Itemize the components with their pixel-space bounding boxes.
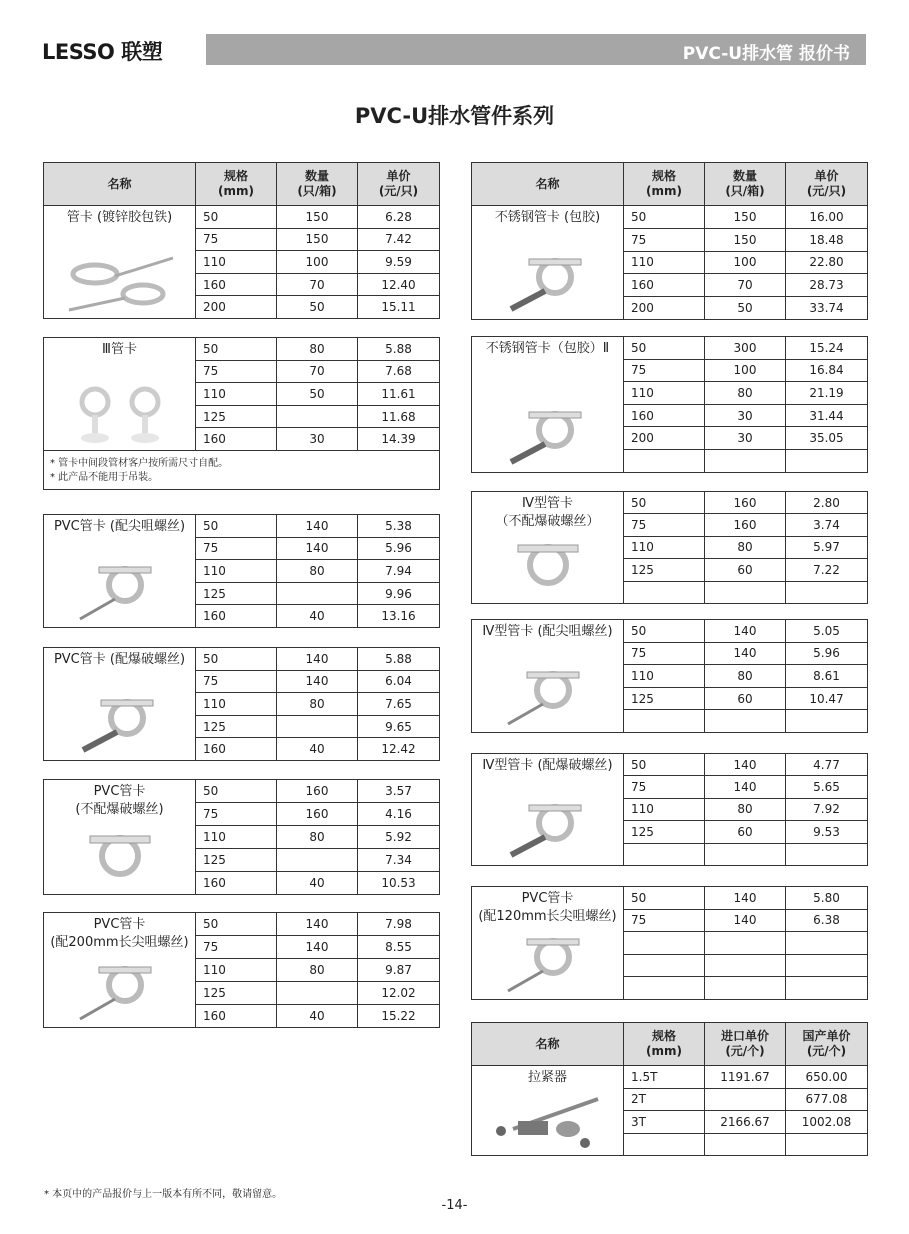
- price-cell: [786, 449, 868, 472]
- price-cell: 3.57: [358, 780, 440, 803]
- price-cell: 7.34: [358, 849, 440, 872]
- spec-cell: [624, 977, 705, 1000]
- qty-cell: 140: [277, 936, 358, 959]
- column-header-name: 名称: [472, 163, 624, 206]
- product-name-cell: [44, 648, 196, 761]
- spec-cell: 160: [196, 738, 277, 761]
- qty-cell: 40: [277, 872, 358, 895]
- price-cell: 5.92: [358, 826, 440, 849]
- price-cell: 21.19: [786, 382, 868, 405]
- price-cell: 12.42: [358, 738, 440, 761]
- product-name: 不锈钢管卡 (包胶): [494, 210, 601, 225]
- spec-cell: [624, 932, 705, 955]
- qty-cell: 160: [705, 514, 786, 536]
- product-table: [471, 619, 868, 733]
- price-cell: 2.80: [786, 492, 868, 514]
- price-cell: 8.55: [358, 936, 440, 959]
- spec-cell: 50: [196, 648, 277, 671]
- price-cell: 22.80: [786, 251, 868, 274]
- price-cell: 5.05: [786, 620, 868, 643]
- qty-cell: 140: [705, 620, 786, 643]
- price-cell: 5.88: [358, 648, 440, 671]
- price-cell: 677.08: [786, 1088, 868, 1111]
- price-cell: 13.16: [358, 605, 440, 628]
- clamp-screw-product-image: [493, 933, 603, 993]
- spec-cell: 110: [196, 693, 277, 716]
- clamp-rod-product-image: [65, 252, 175, 312]
- price-cell: [786, 843, 868, 865]
- price-cell: 8.61: [786, 665, 868, 688]
- product-name-cell: [44, 515, 196, 628]
- product-table: [43, 337, 440, 490]
- product-name: PVC管卡 (配尖咀螺丝): [53, 519, 186, 534]
- qty-cell: 140: [705, 887, 786, 910]
- column-header-spec: 规格 (mm): [624, 163, 705, 206]
- spec-cell: 75: [196, 537, 277, 560]
- banner-title: PVC-U排水管 报价书: [682, 44, 850, 64]
- price-cell: 7.22: [786, 559, 868, 581]
- product-name: PVC管卡: [521, 891, 574, 906]
- table-row: [472, 206, 868, 229]
- qty-cell: [705, 843, 786, 865]
- product-name: Ⅳ型管卡: [522, 496, 573, 511]
- qty-cell: [705, 1088, 786, 1111]
- qty-cell: 140: [705, 754, 786, 776]
- price-cell: 6.28: [358, 206, 440, 229]
- product-name: PVC管卡: [93, 917, 146, 932]
- price-cell: 18.48: [786, 228, 868, 251]
- column-header-qty: 数量 (只/箱): [277, 163, 358, 206]
- qty-cell: [705, 581, 786, 603]
- price-cell: 5.38: [358, 515, 440, 538]
- spec-cell: 75: [624, 909, 705, 932]
- price-cell: [786, 710, 868, 733]
- price-cell: 5.65: [786, 776, 868, 798]
- notes-row: [44, 450, 440, 489]
- spec-cell: 110: [624, 665, 705, 688]
- price-cell: [786, 932, 868, 955]
- product-name: Ⅳ型管卡 (配爆破螺丝): [482, 758, 613, 773]
- table-row: [44, 780, 440, 803]
- price-cell: 9.87: [358, 959, 440, 982]
- price-cell: 4.77: [786, 754, 868, 776]
- price-cell: 9.65: [358, 715, 440, 738]
- product-name-cell: [472, 1066, 624, 1156]
- qty-cell: 80: [277, 826, 358, 849]
- qty-cell: [277, 582, 358, 605]
- spec-cell: 125: [624, 821, 705, 843]
- spec-cell: 75: [624, 359, 705, 382]
- qty-cell: 50: [277, 296, 358, 319]
- spec-cell: 75: [624, 776, 705, 798]
- spec-cell: 110: [624, 536, 705, 558]
- qty-cell: 40: [277, 605, 358, 628]
- qty-cell: 140: [705, 909, 786, 932]
- page-title: PVC-U排水管件系列: [354, 104, 555, 128]
- price-cell: 7.68: [358, 360, 440, 383]
- spec-cell: 125: [624, 559, 705, 581]
- qty-cell: [705, 932, 786, 955]
- qty-cell: [705, 710, 786, 733]
- price-cell: 6.38: [786, 909, 868, 932]
- header-banner: [206, 34, 866, 65]
- qty-cell: 100: [277, 251, 358, 274]
- clamp-product-image: [65, 828, 175, 888]
- product-name: PVC管卡: [93, 784, 146, 799]
- qty-cell: 150: [277, 206, 358, 229]
- table-row: [44, 515, 440, 538]
- qty-cell: 30: [705, 404, 786, 427]
- qty-cell: [277, 405, 358, 428]
- price-cell: [786, 581, 868, 603]
- qty-cell: 100: [705, 251, 786, 274]
- notes-cell: [44, 450, 440, 489]
- table-row: [472, 754, 868, 776]
- price-cell: 16.84: [786, 359, 868, 382]
- qty-cell: [705, 954, 786, 977]
- column-header-qty: 数量 (只/箱): [705, 163, 786, 206]
- product-table: [471, 162, 868, 320]
- spec-cell: 200: [624, 297, 705, 320]
- price-cell: 11.68: [358, 405, 440, 428]
- price-cell: 7.92: [786, 798, 868, 820]
- product-table: [471, 886, 868, 1000]
- spec-cell: 50: [624, 206, 705, 229]
- spec-cell: [624, 710, 705, 733]
- qty-cell: 30: [277, 428, 358, 451]
- column-header-price: 单价 (元/只): [358, 163, 440, 206]
- price-cell: 1002.08: [786, 1111, 868, 1134]
- qty-cell: 70: [705, 274, 786, 297]
- spec-cell: 50: [196, 913, 277, 936]
- price-cell: 7.42: [358, 228, 440, 251]
- qty-cell: 40: [277, 738, 358, 761]
- clamp-screw-product-image: [65, 961, 175, 1021]
- column-header-spec: 规格 (mm): [196, 163, 277, 206]
- price-cell: [786, 954, 868, 977]
- spec-cell: 75: [196, 803, 277, 826]
- spec-cell: 75: [624, 514, 705, 536]
- price-cell: 3.74: [786, 514, 868, 536]
- spec-cell: 3T: [624, 1111, 705, 1134]
- qty-cell: 140: [705, 776, 786, 798]
- spec-cell: 125: [624, 687, 705, 710]
- spec-cell: 125: [196, 405, 277, 428]
- qty-cell: 80: [277, 693, 358, 716]
- table-row: [44, 206, 440, 229]
- table-row: [44, 913, 440, 936]
- table-row: [472, 337, 868, 360]
- spec-cell: 1.5T: [624, 1066, 705, 1089]
- qty-cell: [705, 1133, 786, 1156]
- table-row: [472, 1066, 868, 1089]
- product-table: [43, 779, 440, 895]
- spec-cell: [624, 449, 705, 472]
- spec-cell: 75: [624, 642, 705, 665]
- spec-cell: 125: [196, 982, 277, 1005]
- qty-cell: 80: [705, 798, 786, 820]
- product-name: (配200mm长尖咀螺丝): [50, 935, 189, 950]
- table-header-row: [472, 1023, 868, 1066]
- table-row: [44, 338, 440, 361]
- qty-cell: 80: [277, 560, 358, 583]
- clamp-anchor-product-image: [493, 406, 603, 466]
- clamp-anchor-product-image: [493, 799, 603, 859]
- spec-cell: 75: [196, 670, 277, 693]
- qty-cell: 70: [277, 273, 358, 296]
- qty-cell: 60: [705, 687, 786, 710]
- spec-cell: 125: [196, 582, 277, 605]
- spec-cell: 160: [196, 872, 277, 895]
- spec-cell: 160: [196, 1005, 277, 1028]
- spec-cell: 75: [196, 228, 277, 251]
- clamp-anchor-product-image: [65, 694, 175, 754]
- product-name: Ⅳ型管卡 (配尖咀螺丝): [482, 624, 613, 639]
- qty-cell: 150: [705, 228, 786, 251]
- qty-cell: 2166.67: [705, 1111, 786, 1134]
- clamp-screw-product-image: [65, 561, 175, 621]
- qty-cell: 140: [277, 515, 358, 538]
- product-table: [43, 162, 440, 319]
- price-cell: 7.65: [358, 693, 440, 716]
- qty-cell: 80: [277, 959, 358, 982]
- price-cell: 31.44: [786, 404, 868, 427]
- product-table: [471, 1022, 868, 1156]
- product-table: [43, 647, 440, 761]
- price-cell: 10.53: [358, 872, 440, 895]
- qty-cell: [277, 849, 358, 872]
- note-line: * 管卡中间段管材客户按所需尺寸自配。: [50, 457, 229, 469]
- column-header-name: 名称: [472, 1023, 624, 1066]
- spec-cell: 75: [196, 936, 277, 959]
- spec-cell: 200: [624, 427, 705, 450]
- price-cell: 9.53: [786, 821, 868, 843]
- qty-cell: 80: [705, 536, 786, 558]
- qty-cell: [705, 977, 786, 1000]
- product-name-cell: [44, 206, 196, 319]
- spec-cell: 50: [624, 754, 705, 776]
- qty-cell: 160: [277, 780, 358, 803]
- price-cell: 5.96: [358, 537, 440, 560]
- product-name-cell: [44, 338, 196, 451]
- clamp-anchor-product-image: [493, 253, 603, 313]
- clamp-product-image: [493, 537, 603, 597]
- price-cell: 11.61: [358, 383, 440, 406]
- column-header-name: 名称: [44, 163, 196, 206]
- price-cell: 7.98: [358, 913, 440, 936]
- lesso-logo: LESSO 联塑: [42, 40, 163, 64]
- spec-cell: 125: [196, 715, 277, 738]
- product-name: (配120mm长尖咀螺丝): [478, 909, 617, 924]
- clamp-stand-product-image: [65, 384, 175, 444]
- column-header-import_price: 进口单价 (元/个): [705, 1023, 786, 1066]
- qty-cell: 80: [705, 382, 786, 405]
- product-name: （不配爆破螺丝）: [495, 514, 600, 529]
- page-number: -14-: [441, 1198, 468, 1213]
- price-cell: 12.40: [358, 273, 440, 296]
- qty-cell: 50: [705, 297, 786, 320]
- price-cell: 9.59: [358, 251, 440, 274]
- price-cell: 9.96: [358, 582, 440, 605]
- footnote: * 本页中的产品报价与上一版本有所不同，敬请留意。: [44, 1189, 283, 1200]
- qty-cell: 1191.67: [705, 1066, 786, 1089]
- product-name: Ⅲ管卡: [102, 342, 137, 357]
- qty-cell: 140: [705, 642, 786, 665]
- product-name: (不配爆破螺丝): [75, 802, 164, 817]
- qty-cell: 60: [705, 821, 786, 843]
- spec-cell: 110: [624, 798, 705, 820]
- qty-cell: 150: [277, 228, 358, 251]
- product-name: 拉紧器: [527, 1070, 567, 1085]
- product-name: PVC管卡 (配爆破螺丝): [53, 652, 186, 667]
- table-row: [472, 887, 868, 910]
- price-cell: 15.24: [786, 337, 868, 360]
- spec-cell: 50: [196, 780, 277, 803]
- qty-cell: 40: [277, 1005, 358, 1028]
- spec-cell: 110: [624, 251, 705, 274]
- spec-cell: 75: [624, 228, 705, 251]
- product-name-cell: [472, 887, 624, 1000]
- product-name: 管卡 (镀锌胶包铁): [66, 210, 173, 225]
- spec-cell: [624, 954, 705, 977]
- spec-cell: [624, 843, 705, 865]
- table-header-row: [44, 163, 440, 206]
- spec-cell: 110: [624, 382, 705, 405]
- spec-cell: 50: [624, 887, 705, 910]
- qty-cell: [277, 715, 358, 738]
- price-cell: 15.22: [358, 1005, 440, 1028]
- spec-cell: 125: [196, 849, 277, 872]
- price-cell: 650.00: [786, 1066, 868, 1089]
- price-cell: 4.16: [358, 803, 440, 826]
- price-cell: 35.05: [786, 427, 868, 450]
- spec-cell: 50: [624, 620, 705, 643]
- price-cell: 7.94: [358, 560, 440, 583]
- price-cell: [786, 977, 868, 1000]
- product-table: [471, 491, 868, 604]
- clamp-screw-product-image: [493, 666, 603, 726]
- product-name-cell: [472, 620, 624, 733]
- spec-cell: 110: [196, 560, 277, 583]
- price-cell: 14.39: [358, 428, 440, 451]
- price-cell: [786, 1133, 868, 1156]
- spec-cell: 110: [196, 959, 277, 982]
- table-row: [472, 620, 868, 643]
- price-cell: 16.00: [786, 206, 868, 229]
- qty-cell: 140: [277, 648, 358, 671]
- spec-cell: 160: [624, 404, 705, 427]
- spec-cell: 110: [196, 251, 277, 274]
- spec-cell: 200: [196, 296, 277, 319]
- qty-cell: [277, 982, 358, 1005]
- product-table: [471, 753, 868, 866]
- spec-cell: 110: [196, 826, 277, 849]
- spec-cell: 75: [196, 360, 277, 383]
- price-cell: 10.47: [786, 687, 868, 710]
- spec-cell: 110: [196, 383, 277, 406]
- qty-cell: 80: [277, 338, 358, 361]
- price-cell: 28.73: [786, 274, 868, 297]
- product-name-cell: [44, 780, 196, 895]
- product-name-cell: [44, 913, 196, 1028]
- qty-cell: 60: [705, 559, 786, 581]
- product-name-cell: [472, 754, 624, 866]
- price-cell: 15.11: [358, 296, 440, 319]
- price-cell: 12.02: [358, 982, 440, 1005]
- price-cell: 5.96: [786, 642, 868, 665]
- qty-cell: 70: [277, 360, 358, 383]
- spec-cell: 160: [196, 605, 277, 628]
- tensioner-product-image: [493, 1089, 603, 1149]
- qty-cell: 140: [277, 670, 358, 693]
- spec-cell: 50: [624, 492, 705, 514]
- product-table: [471, 336, 868, 473]
- product-name-cell: [472, 492, 624, 604]
- qty-cell: 300: [705, 337, 786, 360]
- qty-cell: 150: [705, 206, 786, 229]
- spec-cell: 2T: [624, 1088, 705, 1111]
- product-name-cell: [472, 337, 624, 473]
- qty-cell: 30: [705, 427, 786, 450]
- qty-cell: 80: [705, 665, 786, 688]
- qty-cell: 100: [705, 359, 786, 382]
- note-line: * 此产品不能用于吊装。: [50, 471, 159, 483]
- price-cell: 5.97: [786, 536, 868, 558]
- product-name-cell: [472, 206, 624, 320]
- table-row: [44, 648, 440, 671]
- product-name: 不锈钢管卡（包胶）Ⅱ: [485, 341, 610, 356]
- column-header-price: 单价 (元/只): [786, 163, 868, 206]
- spec-cell: 160: [624, 274, 705, 297]
- price-cell: 6.04: [358, 670, 440, 693]
- price-cell: 5.88: [358, 338, 440, 361]
- qty-cell: 160: [277, 803, 358, 826]
- spec-cell: [624, 581, 705, 603]
- spec-cell: 50: [196, 338, 277, 361]
- price-cell: 5.80: [786, 887, 868, 910]
- qty-cell: 50: [277, 383, 358, 406]
- spec-cell: 50: [196, 206, 277, 229]
- product-table: [43, 514, 440, 628]
- column-header-domestic_price: 国产单价 (元/个): [786, 1023, 868, 1066]
- qty-cell: [705, 449, 786, 472]
- table-row: [472, 492, 868, 514]
- spec-cell: [624, 1133, 705, 1156]
- table-header-row: [472, 163, 868, 206]
- column-header-spec: 规格 (mm): [624, 1023, 705, 1066]
- qty-cell: 160: [705, 492, 786, 514]
- spec-cell: 50: [196, 515, 277, 538]
- price-cell: 33.74: [786, 297, 868, 320]
- spec-cell: 50: [624, 337, 705, 360]
- qty-cell: 140: [277, 913, 358, 936]
- spec-cell: 160: [196, 428, 277, 451]
- product-table: [43, 912, 440, 1028]
- qty-cell: 140: [277, 537, 358, 560]
- spec-cell: 160: [196, 273, 277, 296]
